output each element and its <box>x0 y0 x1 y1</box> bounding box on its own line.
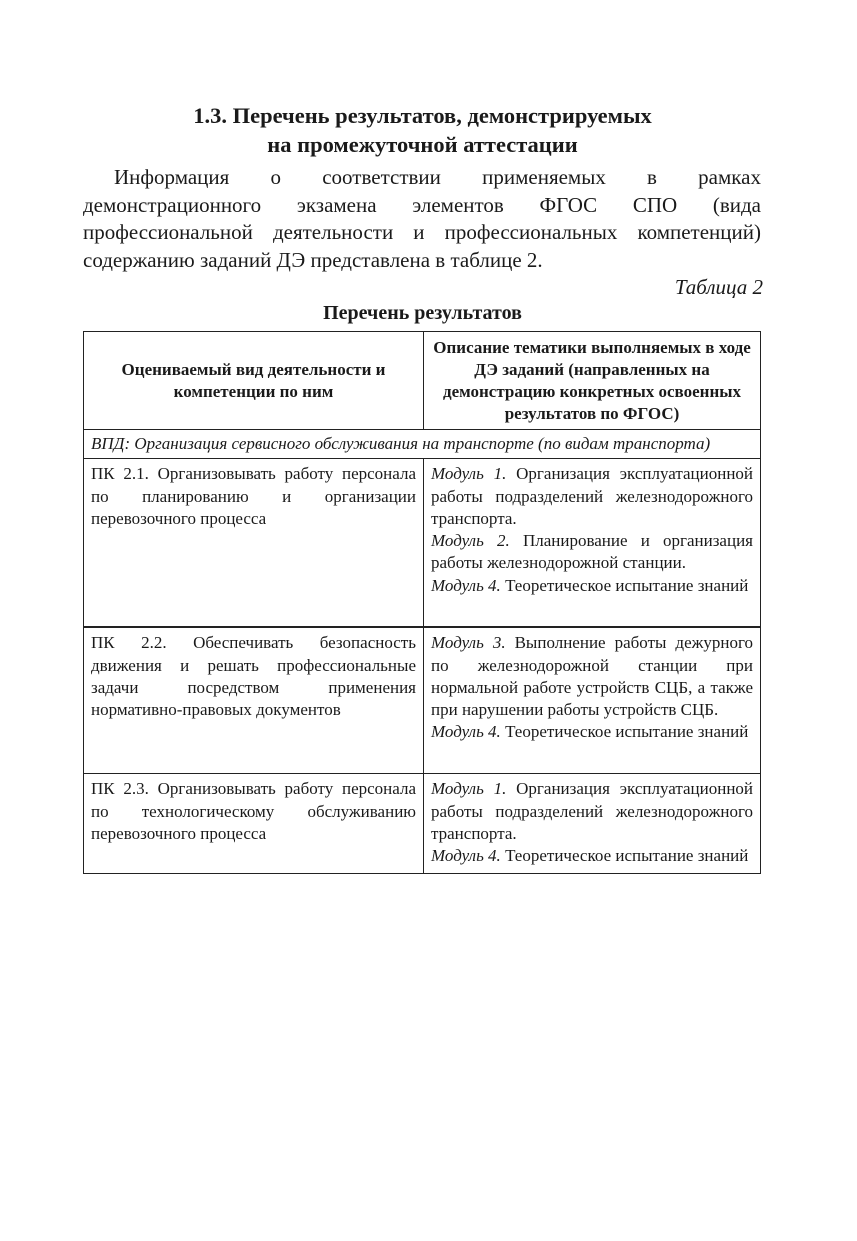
table-caption: Перечень результатов <box>323 302 522 324</box>
module-entry <box>431 778 753 845</box>
module-text: Теоретическое испытание знаний <box>505 575 749 595</box>
module-text: Теоретическое испытание знаний <box>505 722 749 742</box>
module-text: Организация эксплуатационной работы подразделений железнодорожного транспорта. <box>431 464 754 528</box>
module-label: Модуль 4. <box>431 722 501 742</box>
module-entry <box>431 632 753 721</box>
header-description: Описание тематики выполняемых в ходе ДЭ заданий (направленных на демонстрацию конкретных освоенных результатов по ФГОС) <box>424 332 761 430</box>
module-label: Модуль 4. <box>431 575 501 595</box>
table-row <box>84 774 761 874</box>
module-entry <box>431 845 753 867</box>
module-text: Планирование и организация работы железнодорожной станции. <box>431 531 753 573</box>
module-entry <box>431 575 753 597</box>
module-label: Модуль 1. <box>431 464 507 484</box>
table-row <box>84 459 761 628</box>
table-number: Таблица 2 <box>674 275 763 299</box>
vpd-row <box>84 430 761 459</box>
module-text: Выполнение работы дежурного по железнодорожной станции при нормальной работе устройств СЦБ, а также при нарушении работы устройств СЦБ. <box>431 633 754 720</box>
module-text: Теоретическое испытание знаний <box>505 846 749 866</box>
competence-cell: ПК 2.1. Организовывать работу персонала по планированию и организации перевозочного процесса <box>84 459 424 628</box>
vpd-cell: ВПД: Организация сервисного обслуживания на транспорте (по видам транспорта) <box>84 430 761 459</box>
modules-cell <box>424 627 761 774</box>
module-entry <box>431 721 753 743</box>
module-label: Модуль 4. <box>431 846 501 866</box>
competence-cell: ПК 2.2. Обеспечивать безопасность движения и решать профессиональные задачи посредством применения нормативно-правовых документов <box>84 627 424 774</box>
intro-paragraph: Информация о соответствии применяемых в рамках демонстрационного экзамена элементов ФГОС СПО (вида профессиональной деятельности и профессиональных компетенций) содержанию заданий ДЭ представлена в таблице 2. <box>83 165 761 272</box>
module-entry <box>431 463 753 530</box>
table-header-row <box>84 332 761 430</box>
modules-cell <box>424 459 761 628</box>
table-row <box>84 627 761 774</box>
section-title <box>0 101 845 159</box>
section-title-line-1: 1.3. Перечень результатов, демонстрируемых <box>193 103 652 128</box>
module-label: Модуль 1. <box>431 779 507 799</box>
results-table <box>83 331 761 874</box>
module-label: Модуль 3. <box>431 633 506 653</box>
module-text: Организация эксплуатационной работы подразделений железнодорожного транспорта. <box>431 779 754 843</box>
module-entry <box>431 530 753 575</box>
section-title-line-2: на промежуточной аттестации <box>267 132 578 157</box>
modules-cell <box>424 774 761 874</box>
module-label: Модуль 2. <box>431 531 510 551</box>
competence-cell: ПК 2.3. Организовывать работу персонала по технологическому обслуживанию перевозочного процесса <box>84 774 424 874</box>
header-activity: Оцениваемый вид деятельности и компетенции по ним <box>84 332 424 430</box>
